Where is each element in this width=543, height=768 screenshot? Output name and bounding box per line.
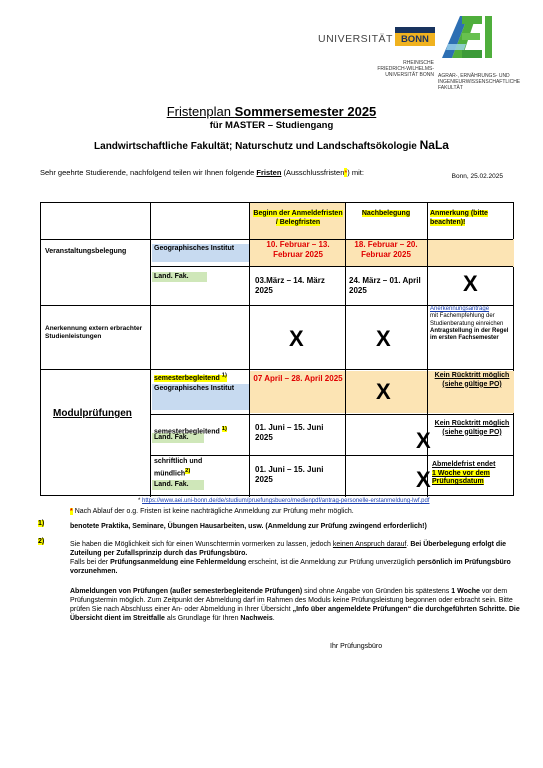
- institute-landfak: Land. Fak.: [154, 273, 189, 280]
- star-footnote: * Nach Ablauf der o.g. Fristen ist keine nachträgliche Anmeldung zur Prüfung mehr möglich.: [70, 508, 354, 515]
- x-mark-pruef-nach-3: X: [416, 467, 431, 492]
- nachbelegung-veranstaltung-lf: 24. März – 01. April 2025: [349, 276, 421, 295]
- footnote-2: Sie haben die Möglichkeit sich für einen Wunschtermin vormerken zu lassen, jedoch keinen Anspruch darauf. Bei Überbelegung erfolgt die Zuteilung per Zufallsprinzip durch das Prüfungsbüro. Falls bei der Prüfungsanmeldung eine Fehlermeldung erscheint, ist die Anmeldung zur Prüfung unverzüglich persönlich im Prüfungsbüro vorzunehmen.: [70, 541, 511, 575]
- row-label-veranstaltung: Veranstaltungsbelegung: [45, 248, 127, 255]
- anerkennung-link[interactable]: Anerkennungsanträge: [430, 306, 490, 312]
- nachbelegung-veranstaltung-geo: 18. Februar – 20. Februar 2025: [354, 240, 418, 259]
- uni-logo-word: UNIVERSITÄT: [318, 33, 393, 45]
- x-mark-pruef-nach-1: X: [376, 379, 391, 404]
- bonn-logo-mark: BONN: [395, 27, 435, 46]
- aei-logo-mark: [438, 14, 496, 60]
- footnote-1: benotete Praktika, Seminare, Übungen Hausarbeiten, usw. (Anmeldung zur Prüfung zwingend erforderlich!): [70, 523, 427, 530]
- frist-pruefung-lf-1: 01. Juni – 15. Juni 2025: [255, 423, 324, 442]
- pruef-type-semesterbegleitend-1: semesterbegleitend $^{1)}$: [154, 373, 227, 383]
- footnote-num-1: 1): [38, 520, 45, 527]
- uni-bonn-logo: [318, 20, 436, 78]
- frist-veranstaltung-geo: 10. Februar – 13. Februar 2025: [266, 240, 330, 259]
- uni-logo-subtitle: RHEINISCHE FRIEDRICH-WILHELMS- UNIVERSITÄT BONN: [377, 60, 434, 78]
- signature: Ihr Prüfungsbüro: [330, 643, 383, 650]
- row-label-anerkennung: Anerkennung extern erbrachter Studienleistungen: [45, 325, 143, 340]
- header-nachbelegung: Nachbelegung: [361, 210, 411, 217]
- institute-geographisch: Geographisches Institut: [154, 245, 235, 252]
- document-date: Bonn, 25.02.2025: [451, 173, 503, 180]
- x-mark-beginn: X: [289, 326, 304, 351]
- header-beginn: Beginn der Anmeldefristen / Belegfristen: [253, 210, 343, 226]
- footnote-num-2: 2): [38, 538, 45, 545]
- form-link[interactable]: https://www.aei.uni-bonn.de/de/studium/pruefungsbuero/medienpdf/antrag-personelle-erstanmeldung-lwf.pdf: [142, 498, 430, 504]
- anm-kein-ruecktritt-1: Kein Rücktritt möglich (siehe gültige PO): [434, 372, 510, 388]
- header-anmerkung: Anmerkung (bitte beachten)!: [430, 210, 488, 226]
- x-mark-nachbelegung: X: [376, 326, 391, 351]
- frist-pruefung-lf-2: 01. Juni – 15. Juni 2025: [255, 465, 324, 484]
- anerkennung-note: Anerkennungsanträge mit Fachempfehlung der Studienberatung einreichen Antragstellung in der Regel im ersten Fachsemester: [430, 306, 509, 342]
- aei-logo-subtitle: AGRAR-, ERNÄHRUNGS- UND INGENIEURWISSENSCHAFTLICHE FAKULTÄT: [438, 73, 521, 91]
- deadline-table: [40, 202, 514, 496]
- document-title: Fristenplan Sommersemester 2025: [166, 104, 377, 119]
- aei-logo: [438, 14, 530, 91]
- anm-abmeldefrist: Abmeldefrist endet 1 Woche vor dem Prüfungsdatum: [432, 461, 496, 485]
- pruef-institute-lf-2: Land. Fak.: [154, 481, 189, 488]
- frist-pruefung-geo: 07 April – 28. April 2025: [253, 374, 343, 383]
- pruef-institute-lf-1: Land. Fak.: [154, 434, 189, 441]
- document-subtitle: für MASTER – Studiengang: [209, 120, 334, 131]
- pruef-type-schriftlich-muendlich: schriftlich und mündlich$^{2)}$: [154, 458, 203, 477]
- faculty-line: Landwirtschaftliche Fakultät; Naturschutz und Landschaftsökologie NaLa: [94, 138, 449, 152]
- frist-veranstaltung-lf: 03.März – 14. März 2025: [255, 276, 325, 295]
- form-link-line: * https://www.aei.uni-bonn.de/de/studium/pruefungsbuero/medienpdf/antrag-personelle-erstanmeldung-lwf.pdf: [138, 498, 430, 504]
- x-mark-pruef-nach-2: X: [416, 428, 431, 453]
- row-label-modulpruefungen: Modulprüfungen: [53, 408, 132, 419]
- abmeldung-paragraph: Abmeldungen von Prüfungen (außer semesterbegleitende Prüfungen) sind ohne Angabe von Gründen bis spätestens 1 Woche vor dem Prüfungstermin möglich. Zum Zeitpunkt der Abmeldung darf im Rahmen des Moduls keine Prüfungsleistung begonnen oder erbracht sein. Bitte prüfen Sie nach Abschluss einer An- oder Abmeldung in Ihrer Übersicht „Info über angemeldete Prüfungen“ die durchgeführten Schritte. Die Übersicht dient im Streitfalle als Grundlage für Ihren Nachweis.: [70, 588, 520, 622]
- pruef-type-semesterbegleitend-2: semesterbegleitend $^{1)}$: [154, 426, 227, 436]
- pruef-institute-geo: Geographisches Institut: [154, 385, 235, 392]
- greeting-text: Sehr geehrte Studierende, nachfolgend teilen wir Ihnen folgende Fristen (Ausschlussfristen*) mit:: [40, 168, 364, 177]
- x-mark-anmerkung: X: [463, 271, 478, 296]
- anm-kein-ruecktritt-2: Kein Rücktritt möglich (siehe gültige PO): [434, 420, 510, 436]
